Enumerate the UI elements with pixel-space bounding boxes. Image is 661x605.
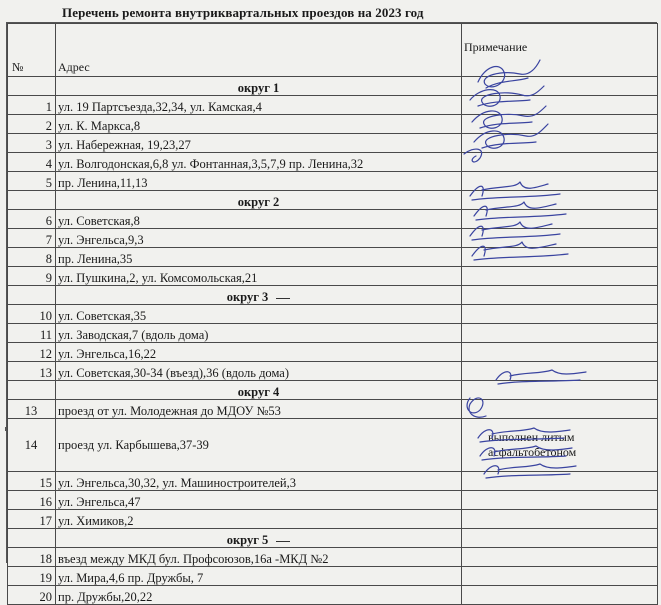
row-address: проезд от ул. Молодежная до МДОУ №53 — [56, 400, 462, 419]
row-num: 16 — [8, 491, 56, 510]
table-row — [8, 267, 658, 286]
district-3-title: округ 3 — [226, 290, 269, 304]
row-num: 9 — [8, 267, 56, 286]
table-row — [8, 472, 658, 491]
table-row — [8, 343, 658, 362]
table-row — [8, 491, 658, 510]
district-row — [8, 286, 658, 305]
row-num: 17 — [8, 510, 56, 529]
row-num: 6 — [8, 210, 56, 229]
row-num: 14 — [8, 419, 56, 472]
row-address: ул. Мира,4,6 пр. Дружбы, 7 — [56, 567, 462, 586]
district-row — [8, 529, 658, 548]
row-address: пр. Ленина,35 — [56, 248, 462, 267]
table-row — [8, 324, 658, 343]
page-title: Перечень ремонта внутриквартальных проездов на 2023 год — [62, 5, 424, 20]
row-address: проезд ул. Карбышева,37-39 — [56, 419, 462, 472]
row-address: ул. Советская,30-34 (въезд),36 (вдоль дома) — [56, 362, 462, 381]
row-note — [462, 419, 658, 472]
district-4-title: округ 4 — [56, 381, 462, 400]
row-address: ул. К. Маркса,8 — [56, 115, 462, 134]
row-num: 13 — [8, 362, 56, 381]
row-address: пр. Дружбы,20,22 — [56, 586, 462, 605]
table-row — [8, 229, 658, 248]
table-row — [8, 134, 658, 153]
row-note — [462, 343, 658, 362]
pen-dash-mark — [276, 298, 290, 299]
row-num: 5 — [8, 172, 56, 191]
row-num: 13 — [8, 400, 56, 419]
header-note: Примечание — [462, 24, 658, 77]
district-5-title: округ 5 — [226, 533, 269, 547]
table-row — [8, 362, 658, 381]
row-num: 12 — [8, 343, 56, 362]
row-note — [462, 362, 658, 381]
row-address: ул. Энгельса,30,32, ул. Машиностроителей,3 — [56, 472, 462, 491]
row-num: 20 — [8, 586, 56, 605]
district-3-cell — [56, 286, 462, 305]
header-num: № — [8, 24, 56, 77]
row-note — [462, 586, 658, 605]
row-note — [462, 548, 658, 567]
row-note — [462, 248, 658, 267]
row-note — [462, 305, 658, 324]
row-note — [462, 324, 658, 343]
row-note — [462, 96, 658, 115]
district-5-cell — [56, 529, 462, 548]
row-address: ул. Пушкина,2, ул. Комсомольская,21 — [56, 267, 462, 286]
table-row — [8, 305, 658, 324]
row-note — [462, 229, 658, 248]
district-row — [8, 191, 658, 210]
row-note — [462, 400, 658, 419]
table-row — [8, 172, 658, 191]
row-note — [462, 115, 658, 134]
row-note — [462, 172, 658, 191]
row-num: 1 — [8, 96, 56, 115]
table-row — [8, 586, 658, 605]
header-address: Адрес — [56, 24, 462, 77]
row-address: ул. Энгельса,9,3 — [56, 229, 462, 248]
row-note — [462, 567, 658, 586]
table-row — [8, 96, 658, 115]
row-address: ул. Советская,8 — [56, 210, 462, 229]
row-note — [462, 267, 658, 286]
table-row — [8, 248, 658, 267]
row-address: пр. Ленина,11,13 — [56, 172, 462, 191]
row-num: 8 — [8, 248, 56, 267]
table-row — [8, 567, 658, 586]
row-address: ул. Энгельса,47 — [56, 491, 462, 510]
table-row — [8, 210, 658, 229]
district-2-title: округ 2 — [56, 191, 462, 210]
row-note — [462, 510, 658, 529]
table-row — [8, 153, 658, 172]
row-address: ул. Набережная, 19,23,27 — [56, 134, 462, 153]
row-note — [462, 153, 658, 172]
table-row — [8, 419, 658, 472]
row-num: 19 — [8, 567, 56, 586]
row-num: 3 — [8, 134, 56, 153]
row-address: ул. Энгельса,16,22 — [56, 343, 462, 362]
row-note — [462, 472, 658, 491]
table-row — [8, 115, 658, 134]
row-num: 7 — [8, 229, 56, 248]
table-header-row — [8, 24, 658, 77]
row-address: ул. Заводская,7 (вдоль дома) — [56, 324, 462, 343]
row-num: 4 — [8, 153, 56, 172]
row-num: 11 — [8, 324, 56, 343]
table-row — [8, 400, 658, 419]
row-num: 18 — [8, 548, 56, 567]
district-row — [8, 77, 658, 96]
table-row — [8, 510, 658, 529]
row-address: ул. Советская,35 — [56, 305, 462, 324]
row-address: ул. Волгодонская,6,8 ул. Фонтанная,3,5,7,9 пр. Ленина,32 — [56, 153, 462, 172]
row-num: 2 — [8, 115, 56, 134]
pen-dash-mark — [276, 541, 290, 542]
row-address: ул. Химиков,2 — [56, 510, 462, 529]
row-note — [462, 491, 658, 510]
row-note — [462, 134, 658, 153]
row-note — [462, 210, 658, 229]
repair-list-table — [6, 22, 657, 604]
row-note-text: выполнен литым асфальтобетоном — [488, 430, 577, 459]
row-num: 15 — [8, 472, 56, 491]
row-address: въезд между МКД бул. Профсоюзов,16а -МКД №2 — [56, 548, 462, 567]
row-num: 10 — [8, 305, 56, 324]
row-address: ул. 19 Партсъезда,32,34, ул. Камская,4 — [56, 96, 462, 115]
district-1-title: округ 1 — [56, 77, 462, 96]
district-row — [8, 381, 658, 400]
table-row — [8, 548, 658, 567]
